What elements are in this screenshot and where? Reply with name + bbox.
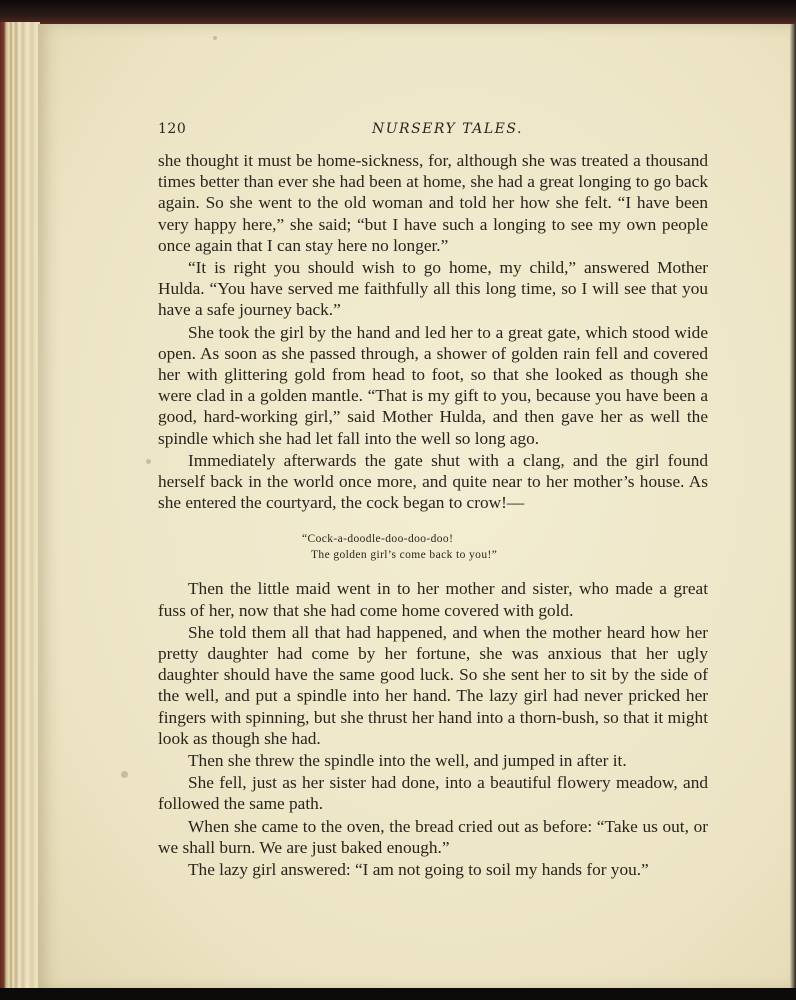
page-header — [158, 121, 708, 141]
book-page-edges — [0, 22, 40, 992]
paper-spot — [121, 771, 128, 778]
page-right-edge — [790, 24, 796, 990]
paragraph: When she came to the oven, the bread cried out as before: “Take us out, or we shall burn. We are just baked enough.” — [158, 816, 708, 857]
paragraph: She took the girl by the hand and led her to a great gate, which stood wide open. As soon as she passed through, a shower of golden rain fell and covered her with glittering gold from head to foot, so that she looked as though she were clad in a golden mantle. “That is my gift to you, because you have been a good, hard-working girl,” said Mother Hulda, and then gave her as well the spindle which she had let fall into the well so long ago. — [158, 322, 708, 448]
verse-quote — [302, 531, 708, 563]
paragraph: “It is right you should wish to go home, my child,” answered Mother Hulda. “You have served me faithfully all this long time, so I will see that you have a safe journey back.” — [158, 258, 708, 320]
verse-line: “Cock-a-doodle-doo-doo-doo! — [302, 533, 454, 546]
book-cover-edge-top — [0, 0, 796, 26]
paper-spot — [213, 36, 217, 40]
running-head: NURSERY TALES. — [372, 121, 523, 137]
paragraph: Then the little maid went in to her mother and sister, who made a great fuss of her, now that she had come home covered with gold. — [158, 579, 708, 620]
paper-spot — [146, 459, 151, 464]
paragraph: She fell, just as her sister had done, into a beautiful flowery meadow, and followed the same path. — [158, 773, 708, 814]
paragraph: Immediately afterwards the gate shut with a clang, and the girl found herself back in the world once more, and quite near to her mother’s house. As she entered the courtyard, the cock began to crow!— — [158, 450, 708, 513]
page-body — [158, 150, 708, 880]
page-number: 120 — [158, 121, 187, 137]
paragraph: The lazy girl answered: “I am not going to soil my hands for you.” — [188, 860, 649, 880]
verse-line: The golden girl’s come back to you!” — [311, 549, 498, 562]
paragraph: she thought it must be home-sickness, for, although she was treated a thousand times better than ever she had been at home, she had a great longing to go back again. So she went to the old woman and told her how she felt. “I have been very happy here,” she said; “but I have such a longing to see my own people once again that I can stay here no longer.” — [158, 151, 708, 255]
paragraph: Then she threw the spindle into the well, and jumped in after it. — [188, 751, 627, 771]
book-cover-edge-bottom — [0, 988, 796, 1000]
paragraph: She told them all that had happened, and when the mother heard how her pretty daughter had come by her fortune, she was anxious that her ugly daughter should have the same good luck. So she sent her to sit by the side of the well, and put a spindle into her hand. The lazy girl had never pricked her fingers with spinning, but she thrust her hand into a thorn-bush, so that it might look as though she had. — [158, 622, 708, 748]
